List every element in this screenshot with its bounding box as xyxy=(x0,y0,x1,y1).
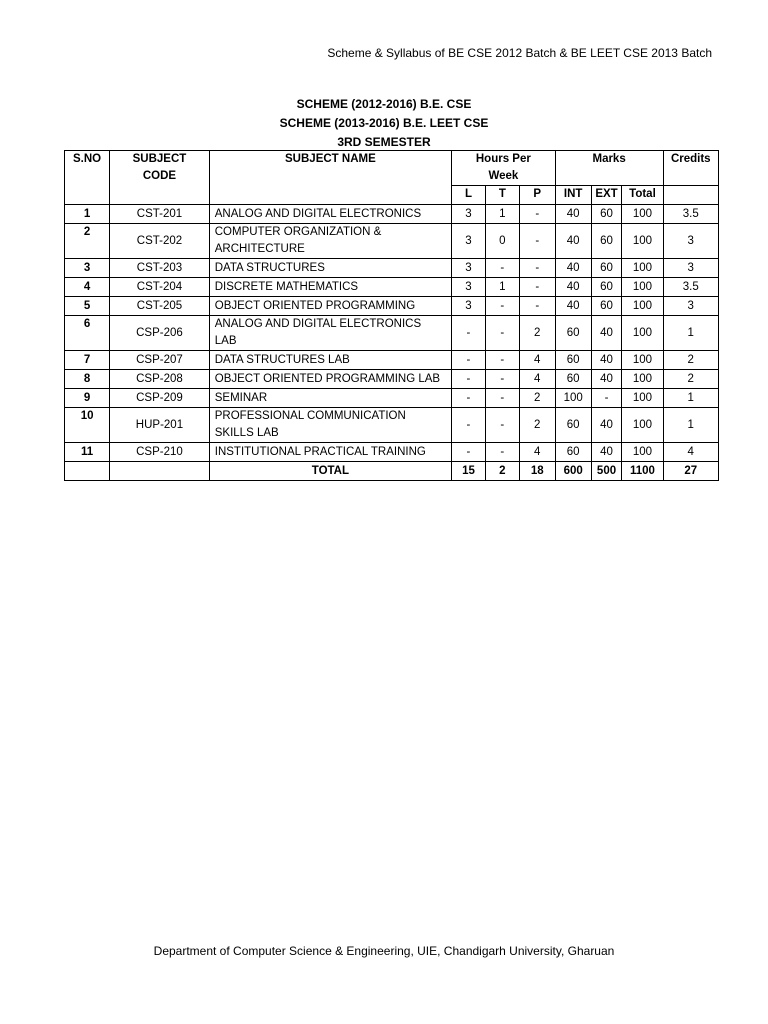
header-hours: Hours Per Week xyxy=(452,151,556,186)
cell-t: - xyxy=(485,370,519,389)
cell-l: 3 xyxy=(452,224,486,259)
table-row xyxy=(65,389,719,408)
cell-t: 1 xyxy=(485,278,519,297)
total-ext: 500 xyxy=(591,462,622,481)
cell-subject-code: CSP-210 xyxy=(110,443,210,462)
cell-sno: 5 xyxy=(65,297,110,316)
cell-credits: 3 xyxy=(663,224,718,259)
cell-t: 0 xyxy=(485,224,519,259)
header-l: L xyxy=(452,186,486,205)
cell-total: 100 xyxy=(622,278,663,297)
cell-subject-code: CST-205 xyxy=(110,297,210,316)
cell-int: 40 xyxy=(555,224,591,259)
cell-total: 100 xyxy=(622,224,663,259)
cell-int: 60 xyxy=(555,370,591,389)
cell-subject-name: ANALOG AND DIGITAL ELECTRONICS LAB xyxy=(209,316,451,351)
cell-int: 60 xyxy=(555,316,591,351)
cell-l: - xyxy=(452,316,486,351)
cell-credits: 1 xyxy=(663,408,718,443)
header-p: P xyxy=(519,186,555,205)
cell-subject-name: DATA STRUCTURES LAB xyxy=(209,351,451,370)
cell-ext: 40 xyxy=(591,370,622,389)
cell-p: 2 xyxy=(519,408,555,443)
total-l: 15 xyxy=(452,462,486,481)
cell-t: - xyxy=(485,316,519,351)
cell-l: 3 xyxy=(452,297,486,316)
total-blank-code xyxy=(110,462,210,481)
total-total: 1100 xyxy=(622,462,663,481)
table-row xyxy=(65,278,719,297)
total-blank-sno xyxy=(65,462,110,481)
cell-sno: 1 xyxy=(65,205,110,224)
cell-credits: 1 xyxy=(663,389,718,408)
cell-int: 60 xyxy=(555,351,591,370)
cell-subject-code: CSP-209 xyxy=(110,389,210,408)
cell-l: - xyxy=(452,389,486,408)
cell-p: - xyxy=(519,205,555,224)
table-row xyxy=(65,316,719,351)
cell-credits: 3.5 xyxy=(663,278,718,297)
cell-l: 3 xyxy=(452,259,486,278)
cell-total: 100 xyxy=(622,205,663,224)
header-t: T xyxy=(485,186,519,205)
cell-ext: 40 xyxy=(591,351,622,370)
cell-total: 100 xyxy=(622,259,663,278)
cell-total: 100 xyxy=(622,316,663,351)
cell-subject-name: DISCRETE MATHEMATICS xyxy=(209,278,451,297)
cell-sno: 3 xyxy=(65,259,110,278)
cell-credits: 3 xyxy=(663,297,718,316)
cell-int: 40 xyxy=(555,278,591,297)
cell-t: - xyxy=(485,297,519,316)
scheme-titles xyxy=(0,95,768,152)
cell-subject-name: ANALOG AND DIGITAL ELECTRONICS xyxy=(209,205,451,224)
cell-sno: 6 xyxy=(65,316,110,351)
cell-total: 100 xyxy=(622,443,663,462)
scheme-title-2: SCHEME (2013-2016) B.E. LEET CSE xyxy=(279,116,489,130)
header-subject-code: SUBJECT CODE xyxy=(110,151,210,205)
cell-subject-code: CST-204 xyxy=(110,278,210,297)
cell-ext: 60 xyxy=(591,259,622,278)
cell-subject-name: OBJECT ORIENTED PROGRAMMING LAB xyxy=(209,370,451,389)
table-row xyxy=(65,259,719,278)
cell-sno: 8 xyxy=(65,370,110,389)
cell-int: 40 xyxy=(555,297,591,316)
cell-total: 100 xyxy=(622,351,663,370)
table-row xyxy=(65,370,719,389)
scheme-table xyxy=(64,150,719,481)
header-ext: EXT xyxy=(591,186,622,205)
table-row xyxy=(65,351,719,370)
cell-subject-name: INSTITUTIONAL PRACTICAL TRAINING xyxy=(209,443,451,462)
cell-subject-name: OBJECT ORIENTED PROGRAMMING xyxy=(209,297,451,316)
header-marks: Marks xyxy=(555,151,663,186)
cell-subject-name: DATA STRUCTURES xyxy=(209,259,451,278)
cell-p: 4 xyxy=(519,370,555,389)
header-sno: S.NO xyxy=(65,151,110,205)
cell-sno: 2 xyxy=(65,224,110,259)
total-int: 600 xyxy=(555,462,591,481)
cell-credits: 3.5 xyxy=(663,205,718,224)
cell-credits: 2 xyxy=(663,351,718,370)
cell-credits: 2 xyxy=(663,370,718,389)
cell-l: 3 xyxy=(452,205,486,224)
cell-int: 60 xyxy=(555,408,591,443)
cell-subject-code: CSP-208 xyxy=(110,370,210,389)
cell-l: - xyxy=(452,370,486,389)
cell-ext: 60 xyxy=(591,205,622,224)
cell-l: 3 xyxy=(452,278,486,297)
cell-p: 2 xyxy=(519,316,555,351)
cell-sno: 9 xyxy=(65,389,110,408)
header-credits-blank xyxy=(663,186,718,205)
table-row xyxy=(65,205,719,224)
cell-ext: 40 xyxy=(591,316,622,351)
total-label: TOTAL xyxy=(209,462,451,481)
cell-total: 100 xyxy=(622,408,663,443)
cell-credits: 1 xyxy=(663,316,718,351)
cell-t: - xyxy=(485,351,519,370)
cell-subject-code: CSP-207 xyxy=(110,351,210,370)
scheme-title-1: SCHEME (2012-2016) B.E. CSE xyxy=(296,97,472,111)
cell-p: 2 xyxy=(519,389,555,408)
cell-int: 40 xyxy=(555,205,591,224)
cell-ext: 60 xyxy=(591,224,622,259)
cell-credits: 4 xyxy=(663,443,718,462)
cell-ext: 40 xyxy=(591,408,622,443)
cell-t: - xyxy=(485,259,519,278)
cell-subject-name: SEMINAR xyxy=(209,389,451,408)
cell-sno: 11 xyxy=(65,443,110,462)
page-header: Scheme & Syllabus of BE CSE 2012 Batch & BE LEET CSE 2013 Batch xyxy=(327,46,712,60)
cell-subject-code: CST-201 xyxy=(110,205,210,224)
total-row xyxy=(65,462,719,481)
cell-subject-code: HUP-201 xyxy=(110,408,210,443)
total-credits: 27 xyxy=(663,462,718,481)
cell-p: - xyxy=(519,297,555,316)
semester-title: 3RD SEMESTER xyxy=(337,135,431,149)
table-body xyxy=(65,205,719,481)
cell-ext: 40 xyxy=(591,443,622,462)
cell-p: - xyxy=(519,278,555,297)
table-row xyxy=(65,443,719,462)
cell-l: - xyxy=(452,443,486,462)
cell-total: 100 xyxy=(622,389,663,408)
cell-ext: 60 xyxy=(591,278,622,297)
cell-int: 100 xyxy=(555,389,591,408)
cell-p: - xyxy=(519,224,555,259)
cell-p: - xyxy=(519,259,555,278)
header-total: Total xyxy=(622,186,663,205)
total-p: 18 xyxy=(519,462,555,481)
cell-p: 4 xyxy=(519,443,555,462)
header-int: INT xyxy=(555,186,591,205)
table-row xyxy=(65,297,719,316)
cell-subject-code: CST-203 xyxy=(110,259,210,278)
cell-sno: 4 xyxy=(65,278,110,297)
cell-p: 4 xyxy=(519,351,555,370)
cell-t: - xyxy=(485,389,519,408)
cell-sno: 10 xyxy=(65,408,110,443)
cell-l: - xyxy=(452,408,486,443)
cell-subject-name: PROFESSIONAL COMMUNICATION SKILLS LAB xyxy=(209,408,451,443)
header-credits: Credits xyxy=(663,151,718,186)
cell-total: 100 xyxy=(622,297,663,316)
cell-ext: - xyxy=(591,389,622,408)
cell-t: - xyxy=(485,408,519,443)
cell-subject-name: COMPUTER ORGANIZATION & ARCHITECTURE xyxy=(209,224,451,259)
header-subject-name: SUBJECT NAME xyxy=(209,151,451,205)
cell-t: - xyxy=(485,443,519,462)
cell-subject-code: CSP-206 xyxy=(110,316,210,351)
cell-t: 1 xyxy=(485,205,519,224)
cell-total: 100 xyxy=(622,370,663,389)
table-row xyxy=(65,408,719,443)
cell-ext: 60 xyxy=(591,297,622,316)
total-t: 2 xyxy=(485,462,519,481)
cell-credits: 3 xyxy=(663,259,718,278)
cell-l: - xyxy=(452,351,486,370)
cell-int: 40 xyxy=(555,259,591,278)
cell-subject-code: CST-202 xyxy=(110,224,210,259)
page-footer: Department of Computer Science & Engineering, UIE, Chandigarh University, Gharuan xyxy=(153,944,615,958)
cell-int: 60 xyxy=(555,443,591,462)
cell-sno: 7 xyxy=(65,351,110,370)
table-row xyxy=(65,224,719,259)
